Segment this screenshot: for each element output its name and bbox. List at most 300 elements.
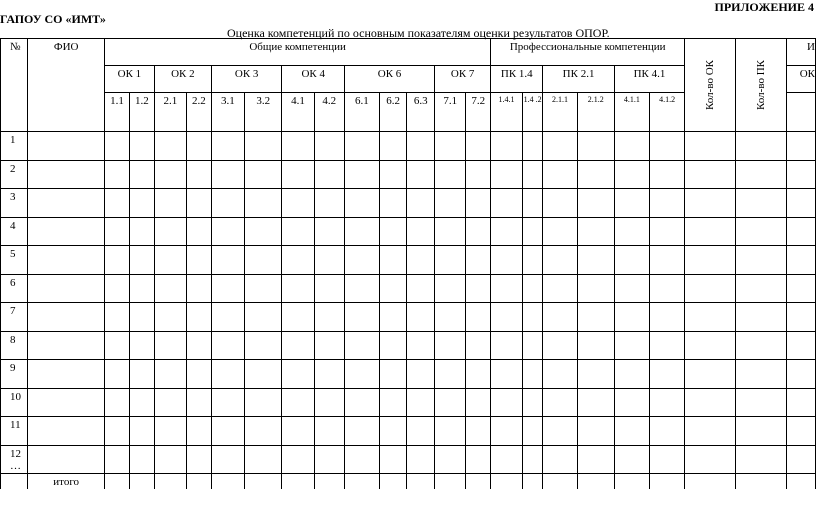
score-cell [614, 246, 649, 275]
score-cell [522, 274, 543, 303]
score-cell [736, 417, 787, 446]
score-cell [244, 474, 282, 490]
score-cell [435, 274, 466, 303]
score-cell [491, 331, 523, 360]
score-cell [543, 360, 577, 389]
score-cell [379, 132, 407, 161]
fio-cell [28, 445, 105, 474]
score-cell [614, 331, 649, 360]
score-cell [685, 331, 736, 360]
row-number: 2 [1, 160, 28, 189]
score-cell [736, 474, 787, 490]
score-cell [685, 303, 736, 332]
appendix-label: ПРИЛОЖЕНИЕ 4 [714, 0, 814, 14]
score-cell [344, 474, 379, 490]
score-cell [154, 274, 186, 303]
score-cell [649, 217, 684, 246]
score-cell [466, 217, 491, 246]
score-cell [736, 445, 787, 474]
score-cell [379, 160, 407, 189]
score-cell [435, 189, 466, 218]
score-cell [211, 388, 244, 417]
score-cell [105, 246, 130, 275]
score-cell [522, 360, 543, 389]
score-cell [649, 331, 684, 360]
score-cell [344, 160, 379, 189]
score-cell [282, 246, 314, 275]
score-cell [314, 217, 344, 246]
score-cell [314, 132, 344, 161]
score-cell [649, 189, 684, 218]
score-cell [466, 445, 491, 474]
score-cell [577, 445, 614, 474]
score-cell [282, 331, 314, 360]
score-cell [379, 303, 407, 332]
score-cell [186, 160, 211, 189]
pk-sub: 4.1.2 [649, 93, 684, 132]
score-cell [129, 360, 154, 389]
score-cell [577, 474, 614, 490]
score-cell [379, 388, 407, 417]
score-cell [407, 388, 435, 417]
score-cell [407, 217, 435, 246]
score-cell [522, 303, 543, 332]
score-cell [491, 303, 523, 332]
score-cell [129, 303, 154, 332]
score-cell [186, 303, 211, 332]
organization-name: ГАПОУ СО «ИМТ» [0, 12, 106, 26]
pk-group: ПК 2.1 [543, 66, 614, 93]
score-cell [407, 246, 435, 275]
score-cell [105, 331, 130, 360]
score-cell [379, 274, 407, 303]
score-cell [244, 417, 282, 446]
score-cell [787, 417, 816, 446]
score-cell [649, 388, 684, 417]
ok-sub: 7.2 [466, 93, 491, 132]
score-cell [491, 474, 523, 490]
fio-cell [28, 132, 105, 161]
score-cell [154, 160, 186, 189]
row-number: 11 [1, 417, 28, 446]
score-cell [522, 189, 543, 218]
score-cell [685, 189, 736, 218]
score-cell [129, 160, 154, 189]
score-cell [282, 417, 314, 446]
score-cell [435, 246, 466, 275]
score-cell [244, 331, 282, 360]
score-cell [129, 132, 154, 161]
score-cell [407, 360, 435, 389]
table-row [1, 132, 816, 161]
score-cell [244, 303, 282, 332]
score-cell [522, 331, 543, 360]
score-cell [491, 274, 523, 303]
fio-cell [28, 274, 105, 303]
score-cell [543, 303, 577, 332]
score-cell [105, 303, 130, 332]
score-cell [577, 303, 614, 332]
score-cell [244, 217, 282, 246]
score-cell [282, 303, 314, 332]
ok-sub: 1.1 [105, 93, 130, 132]
score-cell [577, 274, 614, 303]
score-cell [379, 331, 407, 360]
score-cell [186, 132, 211, 161]
score-cell [244, 445, 282, 474]
score-cell [466, 246, 491, 275]
score-cell [649, 160, 684, 189]
row-number: 4 [1, 217, 28, 246]
score-cell [466, 474, 491, 490]
score-cell [244, 388, 282, 417]
score-cell [129, 474, 154, 490]
score-cell [614, 388, 649, 417]
score-cell [211, 189, 244, 218]
score-cell [787, 474, 816, 490]
header-number: № [1, 39, 28, 132]
header-cut-group: И [787, 39, 816, 66]
score-cell [614, 189, 649, 218]
score-cell [736, 303, 787, 332]
score-cell [649, 417, 684, 446]
fio-cell [28, 217, 105, 246]
score-cell [314, 160, 344, 189]
score-cell [491, 189, 523, 218]
score-cell [787, 132, 816, 161]
score-cell [614, 274, 649, 303]
ok-sub: 7.1 [435, 93, 466, 132]
score-cell [685, 274, 736, 303]
score-cell [577, 388, 614, 417]
score-cell [543, 445, 577, 474]
score-cell [344, 331, 379, 360]
score-cell [543, 160, 577, 189]
table-row [1, 303, 816, 332]
score-cell [649, 445, 684, 474]
score-cell [787, 445, 816, 474]
score-cell [407, 331, 435, 360]
score-cell [522, 132, 543, 161]
pk-sub: 4.1.1 [614, 93, 649, 132]
score-cell [577, 246, 614, 275]
score-cell [344, 388, 379, 417]
ok-sub: 6.3 [407, 93, 435, 132]
score-cell [543, 388, 577, 417]
score-cell [407, 274, 435, 303]
score-cell [435, 303, 466, 332]
score-cell [379, 360, 407, 389]
row-number: 3 [1, 189, 28, 218]
score-cell [186, 360, 211, 389]
score-cell [282, 160, 314, 189]
score-cell [282, 189, 314, 218]
score-cell [685, 360, 736, 389]
score-cell [344, 417, 379, 446]
fio-cell [28, 360, 105, 389]
score-cell [211, 417, 244, 446]
score-cell [154, 474, 186, 490]
score-cell [787, 246, 816, 275]
score-cell [649, 360, 684, 389]
score-cell [129, 217, 154, 246]
ok-sub: 3.1 [211, 93, 244, 132]
score-cell [154, 388, 186, 417]
ok-group: ОК 1 [105, 66, 155, 93]
score-cell [522, 246, 543, 275]
fio-cell [28, 388, 105, 417]
score-cell [649, 474, 684, 490]
score-cell [577, 189, 614, 218]
score-cell [491, 132, 523, 161]
score-cell [736, 246, 787, 275]
score-cell [314, 189, 344, 218]
ok-group: ОК 2 [154, 66, 211, 93]
score-cell [466, 160, 491, 189]
score-cell [186, 445, 211, 474]
row-number: 1 [1, 132, 28, 161]
fio-cell [28, 303, 105, 332]
score-cell [736, 160, 787, 189]
fio-cell [28, 189, 105, 218]
score-cell [282, 445, 314, 474]
score-cell [379, 474, 407, 490]
score-cell [407, 303, 435, 332]
score-cell [154, 303, 186, 332]
score-cell [129, 445, 154, 474]
score-cell [211, 246, 244, 275]
score-cell [736, 132, 787, 161]
score-cell [787, 360, 816, 389]
score-cell [685, 445, 736, 474]
score-cell [649, 132, 684, 161]
score-cell [154, 331, 186, 360]
score-cell [379, 417, 407, 446]
score-cell [577, 160, 614, 189]
score-cell [543, 274, 577, 303]
score-cell [244, 246, 282, 275]
score-cell [736, 388, 787, 417]
score-cell [154, 132, 186, 161]
score-cell [244, 160, 282, 189]
score-cell [282, 274, 314, 303]
score-cell [787, 331, 816, 360]
score-cell [522, 474, 543, 490]
total-row [1, 474, 816, 490]
score-cell [344, 274, 379, 303]
ok-sub: 3.2 [244, 93, 282, 132]
score-cell [685, 417, 736, 446]
score-cell [522, 445, 543, 474]
score-cell [186, 189, 211, 218]
score-cell [466, 132, 491, 161]
score-cell [435, 388, 466, 417]
score-cell [186, 331, 211, 360]
score-cell [129, 246, 154, 275]
header-professional-competencies: Профессиональные компетенции [491, 39, 685, 66]
score-cell [314, 445, 344, 474]
score-cell [344, 189, 379, 218]
score-cell [105, 360, 130, 389]
row-number [1, 474, 28, 490]
score-cell [685, 160, 736, 189]
score-cell [154, 360, 186, 389]
pk-group: ПК 1.4 [491, 66, 543, 93]
score-cell [314, 274, 344, 303]
score-cell [344, 445, 379, 474]
score-cell [314, 246, 344, 275]
ok-sub: 1.2 [129, 93, 154, 132]
competency-table [0, 38, 816, 489]
table-row [1, 331, 816, 360]
ok-group: ОК 3 [211, 66, 282, 93]
score-cell [466, 360, 491, 389]
fio-cell [28, 417, 105, 446]
score-cell [244, 274, 282, 303]
pk-sub: 2.1.1 [543, 93, 577, 132]
score-cell [491, 246, 523, 275]
score-cell [614, 160, 649, 189]
score-cell [186, 474, 211, 490]
score-cell [105, 132, 130, 161]
score-cell [685, 474, 736, 490]
score-cell [282, 132, 314, 161]
score-cell [129, 331, 154, 360]
score-cell [344, 303, 379, 332]
ok-sub: 4.1 [282, 93, 314, 132]
pk-sub: 1.4 .2 [522, 93, 543, 132]
score-cell [491, 417, 523, 446]
row-number: 8 [1, 331, 28, 360]
score-cell [314, 474, 344, 490]
fio-cell [28, 160, 105, 189]
table-row [1, 160, 816, 189]
ok-sub: 2.2 [186, 93, 211, 132]
score-cell [244, 360, 282, 389]
score-cell [522, 217, 543, 246]
score-cell [211, 474, 244, 490]
score-cell [543, 246, 577, 275]
score-cell [577, 132, 614, 161]
score-cell [314, 360, 344, 389]
score-cell [154, 417, 186, 446]
score-cell [577, 331, 614, 360]
score-cell [614, 360, 649, 389]
score-cell [435, 360, 466, 389]
ok-group: ОК 4 [282, 66, 344, 93]
score-cell [105, 474, 130, 490]
score-cell [522, 388, 543, 417]
score-cell [105, 189, 130, 218]
score-cell [129, 189, 154, 218]
header-cut-sub: ОК [787, 66, 816, 93]
score-cell [211, 360, 244, 389]
score-cell [407, 160, 435, 189]
score-cell [466, 417, 491, 446]
score-cell [435, 217, 466, 246]
row-number: 10 [1, 388, 28, 417]
score-cell [787, 303, 816, 332]
score-cell [154, 246, 186, 275]
score-cell [466, 303, 491, 332]
score-cell [379, 445, 407, 474]
score-cell [466, 274, 491, 303]
ok-sub: 6.1 [344, 93, 379, 132]
table-row [1, 388, 816, 417]
score-cell [736, 274, 787, 303]
table-row [1, 360, 816, 389]
fio-cell [28, 331, 105, 360]
score-cell [614, 445, 649, 474]
score-cell [186, 217, 211, 246]
row-number: 5 [1, 246, 28, 275]
score-cell [344, 360, 379, 389]
score-cell [435, 417, 466, 446]
score-cell [407, 132, 435, 161]
score-cell [105, 445, 130, 474]
score-cell [685, 132, 736, 161]
row-number: 9 [1, 360, 28, 389]
score-cell [491, 360, 523, 389]
score-cell [435, 445, 466, 474]
score-cell [466, 388, 491, 417]
row-number: 7 [1, 303, 28, 332]
score-cell [244, 132, 282, 161]
score-cell [379, 189, 407, 218]
score-cell [211, 217, 244, 246]
score-cell [491, 217, 523, 246]
score-cell [466, 189, 491, 218]
score-cell [614, 417, 649, 446]
score-cell [614, 303, 649, 332]
row-number: 12 … [1, 445, 28, 474]
score-cell [787, 160, 816, 189]
score-cell [407, 474, 435, 490]
score-cell [543, 417, 577, 446]
score-cell [154, 217, 186, 246]
header-fio: ФИО [28, 39, 105, 132]
score-cell [186, 417, 211, 446]
score-cell [407, 417, 435, 446]
score-cell [435, 160, 466, 189]
header-count-ok: Кол-во ОК [685, 39, 736, 132]
score-cell [314, 417, 344, 446]
table-row [1, 274, 816, 303]
score-cell [186, 388, 211, 417]
score-cell [211, 331, 244, 360]
table-row [1, 445, 816, 474]
score-cell [105, 388, 130, 417]
score-cell [211, 303, 244, 332]
score-cell [314, 388, 344, 417]
table-row [1, 189, 816, 218]
score-cell [344, 217, 379, 246]
row-number: 6 [1, 274, 28, 303]
pk-sub: 2.1.2 [577, 93, 614, 132]
score-cell [649, 274, 684, 303]
score-cell [543, 189, 577, 218]
score-cell [154, 445, 186, 474]
score-cell [577, 417, 614, 446]
ok-group: ОК 7 [435, 66, 491, 93]
score-cell [186, 274, 211, 303]
score-cell [491, 388, 523, 417]
score-cell [407, 189, 435, 218]
score-cell [154, 189, 186, 218]
score-cell [466, 331, 491, 360]
ok-sub: 2.1 [154, 93, 186, 132]
score-cell [614, 217, 649, 246]
